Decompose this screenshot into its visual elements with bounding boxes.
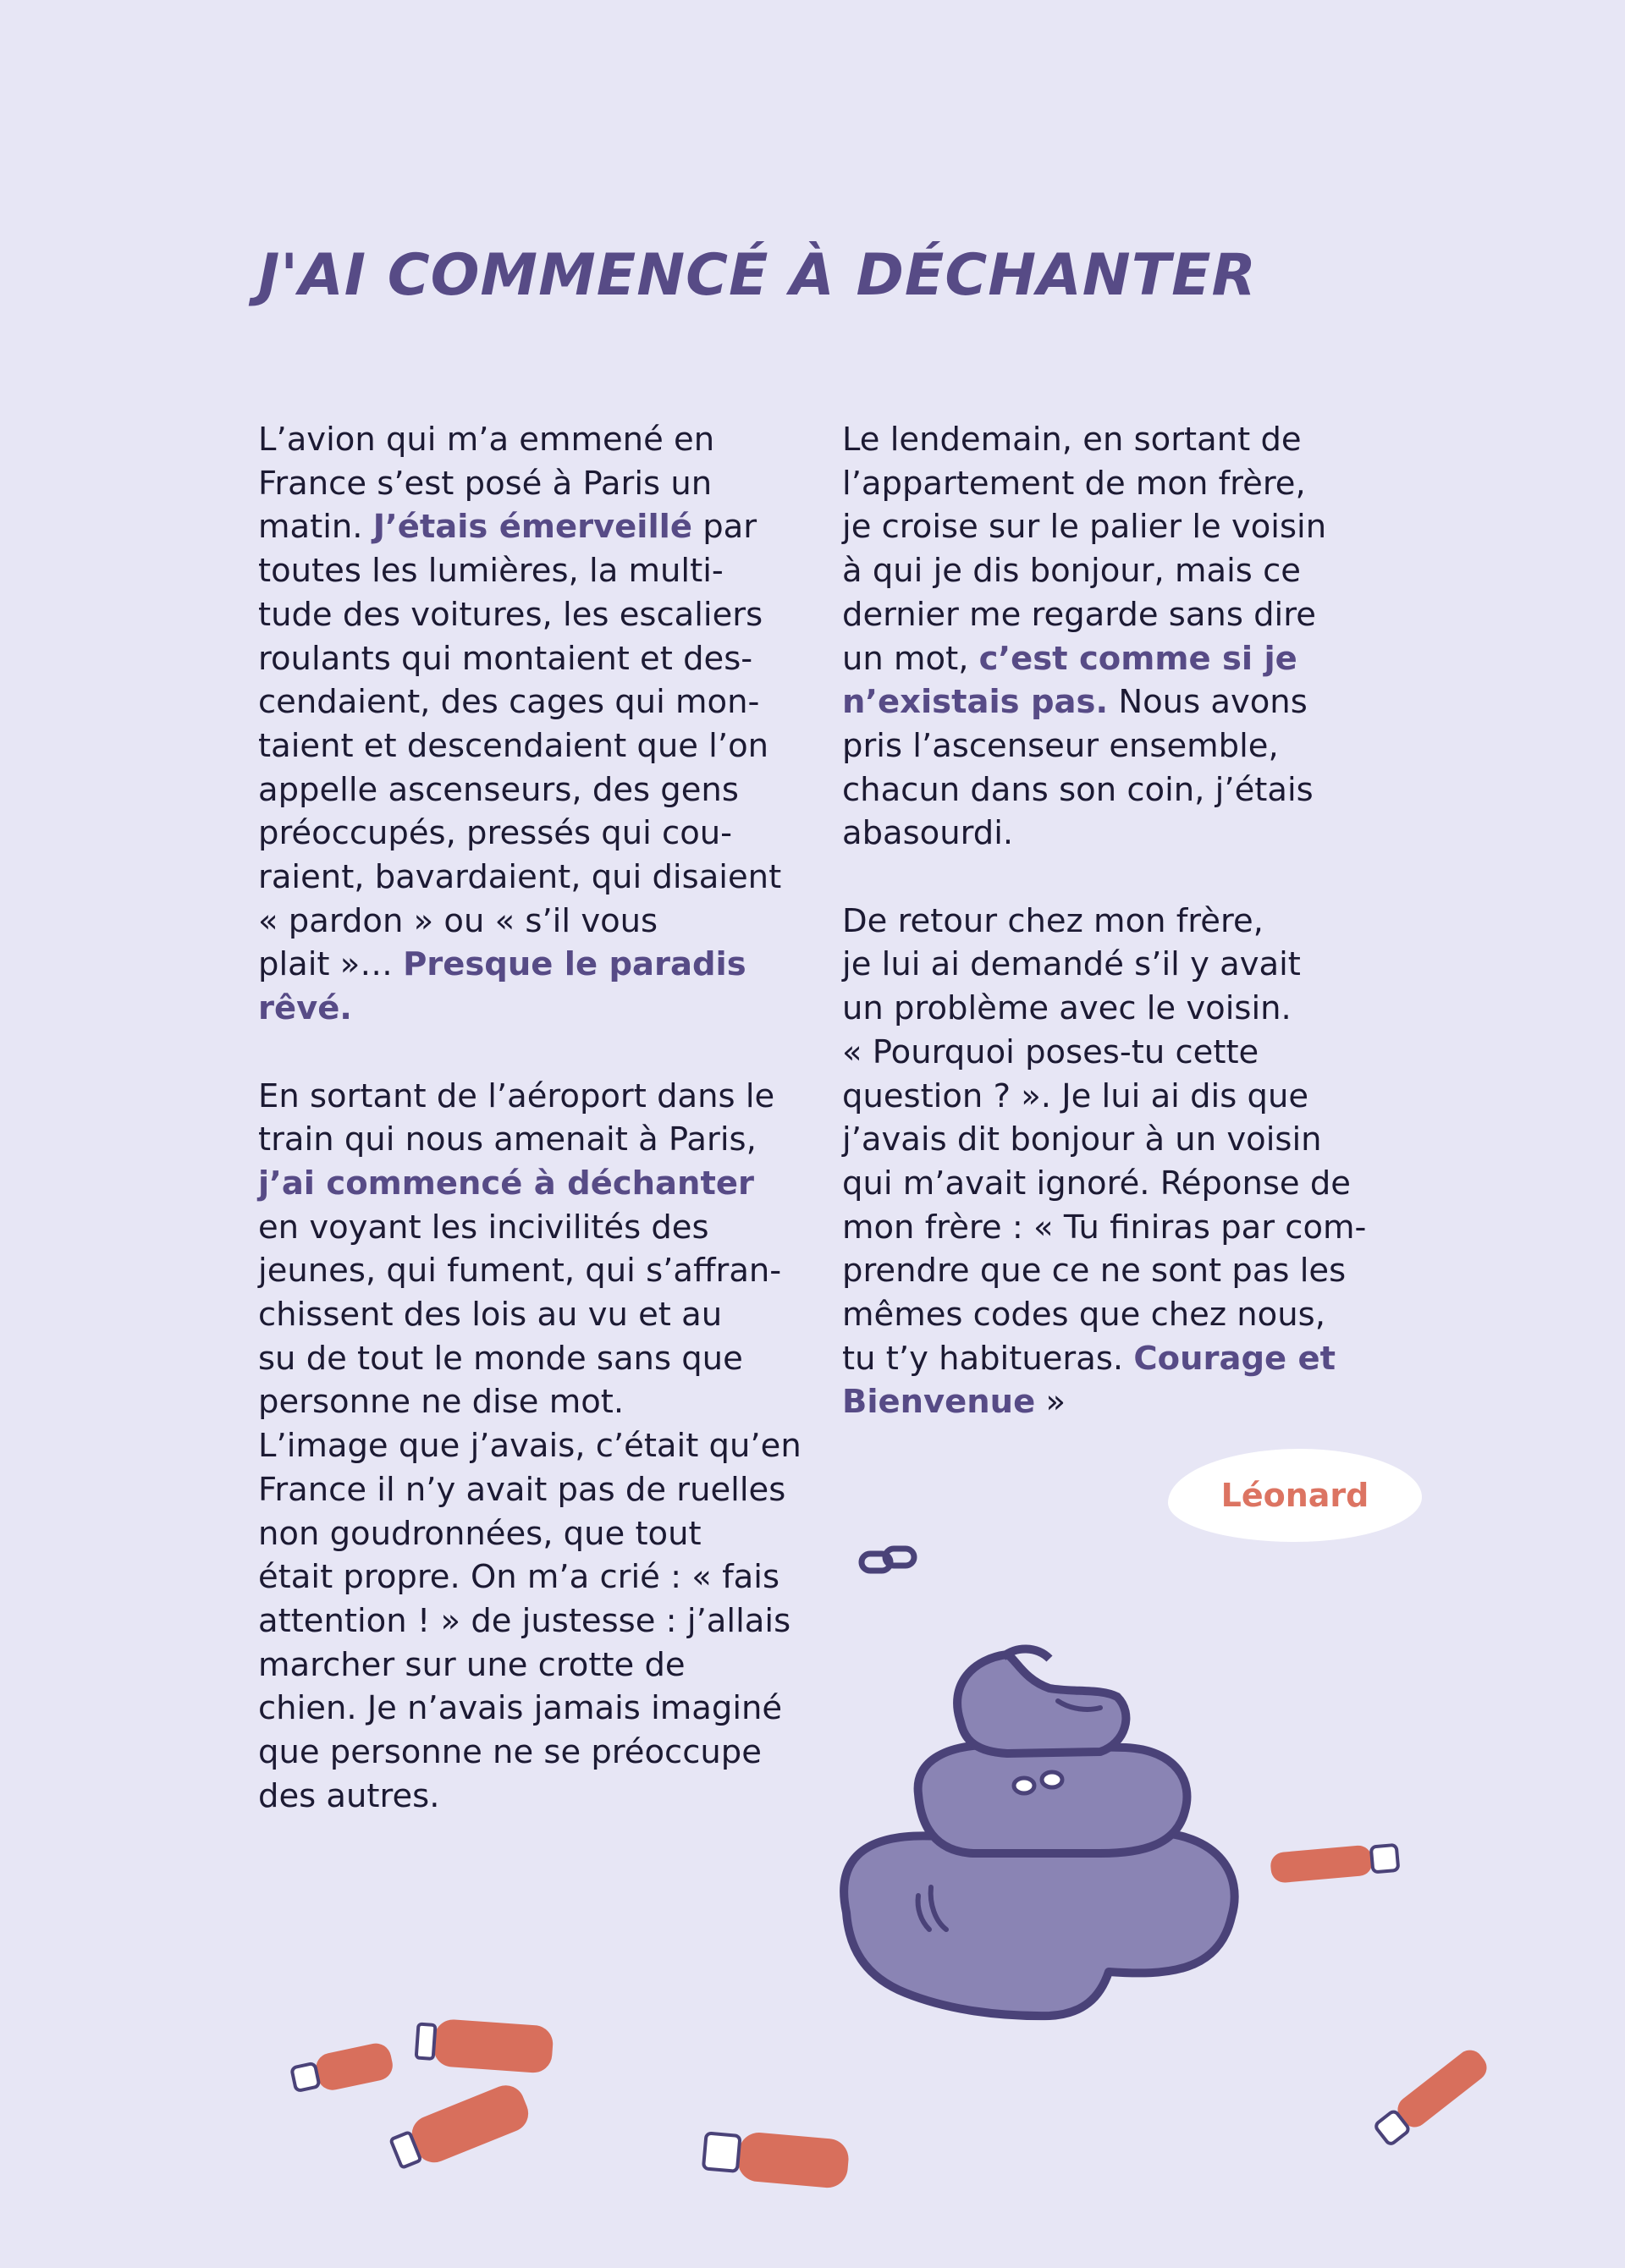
text-line: je croise sur le palier le voisin <box>842 508 1327 547</box>
text-line: chacun dans son coin, j’étais <box>842 770 1314 809</box>
text-run: Nous avons <box>1108 683 1308 722</box>
text-line: su de tout le monde sans que <box>258 1339 743 1378</box>
text-line: préoccupés, pressés qui cou- <box>258 814 733 853</box>
highlight-text: Presque le paradis <box>403 945 746 984</box>
text-line: « pardon » ou « s’il vous <box>258 901 658 940</box>
highlight-text: Courage et <box>1133 1339 1336 1378</box>
highlight-text: Bienvenue <box>842 1383 1036 1422</box>
text-line: tude des voitures, les escaliers <box>258 595 763 634</box>
text-line: à qui je dis bonjour, mais ce <box>842 552 1301 591</box>
text-line: toutes les lumières, la multi- <box>258 552 724 591</box>
text-run: un mot, <box>842 639 979 678</box>
cigarette-butt-icon <box>290 2040 396 2098</box>
text-line: qui m’avait ignoré. Réponse de <box>842 1164 1351 1203</box>
text-line: « Pourquoi poses-tu cette <box>842 1032 1259 1071</box>
text-line: l’appartement de mon frère, <box>842 464 1306 503</box>
text-run: tu t’y habitueras. <box>842 1339 1134 1378</box>
text-line: taient et descendaient que l’on <box>258 726 769 765</box>
text-line: pris l’ascenseur ensemble, <box>842 726 1279 765</box>
highlight-text: c’est comme si je <box>978 639 1297 678</box>
highlight-text: rêvé. <box>258 989 352 1028</box>
text-run: » <box>1035 1383 1066 1422</box>
text-line: marcher sur une crotte de <box>258 1645 686 1684</box>
cigarette-butt-icon <box>388 2080 534 2176</box>
cigarette-butt-icon <box>1270 1842 1399 1884</box>
text-line: prendre que ce ne sont pas les <box>842 1252 1347 1291</box>
text-line: j’avais dit bonjour à un voisin <box>842 1120 1322 1159</box>
signature-name: Léonard <box>1220 1477 1369 1514</box>
poop-middle <box>918 1745 1187 1853</box>
text-line: mêmes codes que chez nous, <box>842 1296 1325 1335</box>
text-line: dernier me regarde sans dire <box>842 595 1316 634</box>
text-line: appelle ascenseurs, des gens <box>258 770 739 809</box>
text-line: L’image que j’avais, c’était qu’en <box>258 1427 801 1466</box>
text-line: chissent des lois au vu et au <box>258 1296 723 1335</box>
text-run: plait »… <box>258 945 404 984</box>
text-line: L’avion qui m’a emmené en <box>258 421 715 459</box>
poop-base <box>844 1832 1235 2016</box>
text-line: était propre. On m’a crié : « fais <box>258 1558 779 1597</box>
text-line: abasourdi. <box>842 814 1014 853</box>
cigarette-butt-icon <box>416 2018 554 2074</box>
text-line: roulants qui montaient et des- <box>258 639 753 678</box>
text-line: en voyant les incivilités des <box>258 1208 709 1247</box>
page-title: J'AI COMMENCÉ À DÉCHANTER <box>258 242 1257 309</box>
text-line: attention ! » de justesse : j’allais <box>258 1601 791 1640</box>
text-line: personne ne dise mot. <box>258 1383 625 1422</box>
text-line: non goudronnées, que tout <box>258 1514 702 1553</box>
poop-illustration <box>844 1649 1235 2016</box>
text-line: France il n’y avait pas de ruelles <box>258 1470 786 1509</box>
text-line: train qui nous amenait à Paris, <box>258 1120 757 1159</box>
cigarette-butt-icon <box>702 2128 850 2190</box>
text-line: je lui ai demandé s’il y avait <box>842 945 1301 984</box>
highlight-text: n’existais pas. <box>842 683 1109 722</box>
highlight-text: J’étais émerveillé <box>372 508 692 547</box>
text-line: des autres. <box>258 1776 440 1815</box>
text-line: mon frère : « Tu finiras par com- <box>842 1208 1367 1247</box>
chain-link-icon <box>862 1549 914 1571</box>
text-line: chien. Je n’avais jamais imaginé <box>258 1689 783 1728</box>
cigarette-butt-icon <box>1372 2045 1492 2148</box>
text-line: Le lendemain, en sortant de <box>842 421 1302 459</box>
text-line: jeunes, qui fument, qui s’affran- <box>258 1252 782 1291</box>
text-line: En sortant de l’aéroport dans le <box>258 1076 775 1115</box>
text-line: que personne ne se préoccupe <box>258 1733 762 1772</box>
text-line: un problème avec le voisin. <box>842 989 1292 1028</box>
text-run: par <box>691 508 757 547</box>
poop-top <box>957 1654 1126 1753</box>
text-line: question ? ». Je lui ai dis que <box>842 1076 1309 1115</box>
text-line: De retour chez mon frère, <box>842 901 1264 940</box>
highlight-text: j’ai commencé à déchanter <box>258 1164 754 1203</box>
text-run: matin. <box>258 508 373 547</box>
text-line: France s’est posé à Paris un <box>258 464 713 503</box>
text-line: cendaient, des cages qui mon- <box>258 683 760 722</box>
text-line: raient, bavardaient, qui disaient <box>258 858 782 897</box>
